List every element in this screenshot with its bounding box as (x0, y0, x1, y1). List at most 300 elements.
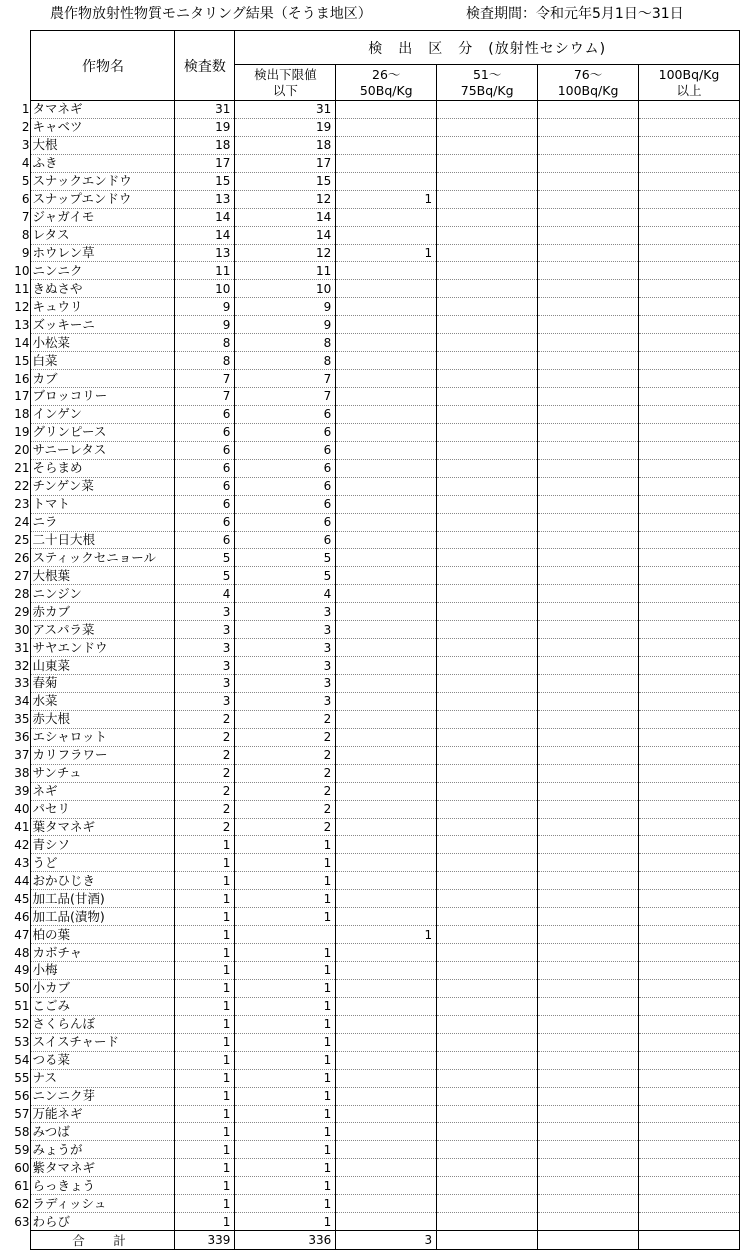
range-26-50-count (336, 208, 437, 226)
total-below-limit: 336 (235, 1231, 336, 1250)
range-over-100-count (639, 208, 740, 226)
crop-name: ネギ (31, 782, 175, 800)
crop-name: 小梅 (31, 962, 175, 980)
row-number: 2 (21, 120, 30, 135)
test-count: 8 (175, 352, 235, 370)
test-count: 18 (175, 136, 235, 154)
crop-name: みつば (31, 1123, 175, 1141)
below-limit-count: 7 (235, 388, 336, 406)
range-76-100-count (538, 746, 639, 764)
below-limit-count: 10 (235, 280, 336, 298)
header-range-51-75: 51～ 75Bq/Kg (437, 65, 538, 101)
table-row (0, 118, 740, 136)
row-number: 31 (14, 640, 30, 655)
row-number: 19 (14, 425, 30, 440)
crop-name: 小松菜 (31, 334, 175, 352)
table-row (0, 388, 740, 406)
below-limit-count: 3 (235, 621, 336, 639)
range-over-100-count (639, 405, 740, 423)
range-over-100-count (639, 280, 740, 298)
range-51-75-count (437, 764, 538, 782)
range-51-75-count (437, 244, 538, 262)
range-51-75-count (437, 639, 538, 657)
crop-name: らっきょう (31, 1177, 175, 1195)
crop-name: スティックセニョール (31, 549, 175, 567)
crop-name: カブ (31, 370, 175, 388)
crop-name: さくらんぼ (31, 1015, 175, 1033)
test-count: 2 (175, 764, 235, 782)
table-row (0, 405, 740, 423)
row-number: 35 (14, 712, 30, 727)
range-over-100-count (639, 800, 740, 818)
range-51-75-count (437, 388, 538, 406)
range-51-75-count (437, 997, 538, 1015)
crop-name: アスパラ菜 (31, 621, 175, 639)
range-76-100-count (538, 1195, 639, 1213)
range-over-100-count (639, 262, 740, 280)
range-51-75-count (437, 1213, 538, 1231)
crop-name: ニラ (31, 513, 175, 531)
range-over-100-count (639, 1141, 740, 1159)
range-76-100-count (538, 1141, 639, 1159)
row-number: 55 (14, 1071, 30, 1086)
range-76-100-count (538, 280, 639, 298)
below-limit-count: 3 (235, 639, 336, 657)
row-number: 30 (14, 622, 30, 637)
range-26-50-count (336, 262, 437, 280)
range-51-75-count (437, 477, 538, 495)
range-26-50-count (336, 657, 437, 675)
below-limit-count: 1 (235, 1033, 336, 1051)
range-51-75-count (437, 1087, 538, 1105)
range-over-100-count (639, 872, 740, 890)
total-count: 339 (175, 1231, 235, 1250)
range-51-75-count (437, 154, 538, 172)
range-76-100-count (538, 531, 639, 549)
range-over-100-count (639, 190, 740, 208)
row-number: 14 (14, 335, 30, 350)
table-row (0, 298, 740, 316)
total-range-over-100 (639, 1231, 740, 1250)
range-51-75-count (437, 441, 538, 459)
test-count: 1 (175, 1159, 235, 1177)
range-76-100-count (538, 190, 639, 208)
row-number: 52 (14, 1017, 30, 1032)
test-count: 2 (175, 728, 235, 746)
crop-name: 赤カブ (31, 603, 175, 621)
range-over-100-count (639, 1213, 740, 1231)
range-over-100-count (639, 603, 740, 621)
row-number: 13 (14, 317, 30, 332)
range-over-100-count (639, 836, 740, 854)
row-number: 49 (14, 963, 30, 978)
range-26-50-count (336, 101, 437, 119)
range-76-100-count (538, 172, 639, 190)
test-count: 5 (175, 549, 235, 567)
crop-name: ズッキーニ (31, 316, 175, 334)
row-number: 5 (21, 174, 30, 189)
table-row (0, 154, 740, 172)
below-limit-count: 3 (235, 657, 336, 675)
range-76-100-count (538, 710, 639, 728)
test-count: 3 (175, 675, 235, 693)
crop-name: 大根葉 (31, 567, 175, 585)
range-26-50-count (336, 764, 437, 782)
range-51-75-count (437, 549, 538, 567)
test-count: 1 (175, 997, 235, 1015)
range-51-75-count (437, 1015, 538, 1033)
range-51-75-count (437, 944, 538, 962)
range-over-100-count (639, 979, 740, 997)
row-number: 33 (14, 676, 30, 691)
row-number: 43 (14, 855, 30, 870)
below-limit-count: 1 (235, 890, 336, 908)
range-26-50-count (336, 298, 437, 316)
range-51-75-count (437, 926, 538, 944)
range-over-100-count (639, 567, 740, 585)
range-51-75-count (437, 621, 538, 639)
table-row (0, 657, 740, 675)
range-over-100-count (639, 298, 740, 316)
header-range-76-100: 76～ 100Bq/Kg (538, 65, 639, 101)
below-limit-count: 18 (235, 136, 336, 154)
table-row (0, 1105, 740, 1123)
range-51-75-count (437, 495, 538, 513)
table-row (0, 226, 740, 244)
table-row (0, 782, 740, 800)
range-26-50-count (336, 172, 437, 190)
test-count: 1 (175, 1069, 235, 1087)
range-51-75-count (437, 531, 538, 549)
range-26-50-count (336, 1015, 437, 1033)
table-row (0, 262, 740, 280)
below-limit-count: 14 (235, 226, 336, 244)
below-limit-count: 1 (235, 1213, 336, 1231)
crop-name: 加工品(漬物) (31, 908, 175, 926)
row-number: 3 (21, 138, 30, 153)
range-76-100-count (538, 854, 639, 872)
range-51-75-count (437, 280, 538, 298)
below-limit-count: 1 (235, 1123, 336, 1141)
below-limit-count: 3 (235, 692, 336, 710)
crop-name: 白菜 (31, 352, 175, 370)
crop-name: キュウリ (31, 298, 175, 316)
below-limit-count: 1 (235, 1069, 336, 1087)
crop-name: スナックエンドウ (31, 172, 175, 190)
range-51-75-count (437, 1159, 538, 1177)
table-row (0, 979, 740, 997)
range-26-50-count (336, 441, 437, 459)
range-51-75-count (437, 513, 538, 531)
range-76-100-count (538, 926, 639, 944)
range-51-75-count (437, 352, 538, 370)
crop-name: うど (31, 854, 175, 872)
range-26-50-count (336, 477, 437, 495)
test-count: 6 (175, 531, 235, 549)
row-number: 44 (14, 873, 30, 888)
range-76-100-count (538, 1051, 639, 1069)
below-limit-count: 5 (235, 549, 336, 567)
below-limit-count: 3 (235, 603, 336, 621)
table-row (0, 764, 740, 782)
range-76-100-count (538, 979, 639, 997)
test-count: 3 (175, 692, 235, 710)
range-51-75-count (437, 208, 538, 226)
table-row (0, 172, 740, 190)
row-number: 57 (14, 1106, 30, 1121)
range-51-75-count (437, 836, 538, 854)
crop-name: トマト (31, 495, 175, 513)
range-26-50-count (336, 621, 437, 639)
range-51-75-count (437, 136, 538, 154)
test-count: 1 (175, 872, 235, 890)
test-count: 6 (175, 513, 235, 531)
crop-name: インゲン (31, 405, 175, 423)
test-count: 1 (175, 1141, 235, 1159)
test-count: 1 (175, 1105, 235, 1123)
crop-name: 赤大根 (31, 710, 175, 728)
range-over-100-count (639, 710, 740, 728)
range-76-100-count (538, 1177, 639, 1195)
crop-name: ニンニク芽 (31, 1087, 175, 1105)
table-row (0, 944, 740, 962)
header-detection-category: 検 出 区 分 (放射性セシウム) (235, 31, 740, 65)
range-26-50-count (336, 154, 437, 172)
row-number: 62 (14, 1196, 30, 1211)
test-count: 6 (175, 459, 235, 477)
range-over-100-count (639, 423, 740, 441)
row-number: 22 (14, 479, 30, 494)
range-51-75-count (437, 316, 538, 334)
range-over-100-count (639, 890, 740, 908)
range-over-100-count (639, 764, 740, 782)
below-limit-count: 1 (235, 997, 336, 1015)
range-51-75-count (437, 710, 538, 728)
range-over-100-count (639, 1159, 740, 1177)
row-number: 41 (14, 819, 30, 834)
below-limit-count: 1 (235, 944, 336, 962)
range-26-50-count (336, 872, 437, 890)
range-26-50-count (336, 890, 437, 908)
row-number: 9 (21, 245, 30, 260)
row-number: 25 (14, 532, 30, 547)
range-26-50-count (336, 782, 437, 800)
test-count: 1 (175, 944, 235, 962)
crop-name: ブロッコリー (31, 388, 175, 406)
test-count: 6 (175, 495, 235, 513)
range-26-50-count (336, 800, 437, 818)
range-76-100-count (538, 1033, 639, 1051)
table-row (0, 567, 740, 585)
range-over-100-count (639, 1051, 740, 1069)
table-row (0, 244, 740, 262)
range-51-75-count (437, 1033, 538, 1051)
range-over-100-count (639, 513, 740, 531)
range-26-50-count (336, 495, 437, 513)
range-76-100-count (538, 370, 639, 388)
range-76-100-count (538, 118, 639, 136)
range-26-50-count (336, 818, 437, 836)
range-26-50-count (336, 1033, 437, 1051)
range-over-100-count (639, 370, 740, 388)
range-over-100-count (639, 1087, 740, 1105)
below-limit-count: 1 (235, 1051, 336, 1069)
range-26-50-count (336, 585, 437, 603)
row-number: 28 (14, 586, 30, 601)
table-row (0, 1159, 740, 1177)
range-26-50-count (336, 1087, 437, 1105)
range-76-100-count (538, 657, 639, 675)
range-76-100-count (538, 477, 639, 495)
test-count: 1 (175, 926, 235, 944)
row-number: 60 (14, 1160, 30, 1175)
crop-name: カボチャ (31, 944, 175, 962)
test-count: 19 (175, 118, 235, 136)
test-count: 1 (175, 1123, 235, 1141)
test-count: 13 (175, 190, 235, 208)
below-limit-count: 1 (235, 1087, 336, 1105)
range-76-100-count (538, 298, 639, 316)
row-number: 26 (14, 550, 30, 565)
row-number: 53 (14, 1035, 30, 1050)
range-26-50-count (336, 405, 437, 423)
crop-name: そらまめ (31, 459, 175, 477)
below-limit-count: 12 (235, 244, 336, 262)
row-number: 17 (14, 389, 30, 404)
table-row (0, 854, 740, 872)
test-count: 9 (175, 316, 235, 334)
table-row (0, 101, 740, 119)
results-table (0, 30, 740, 1250)
row-number: 27 (14, 568, 30, 583)
total-range-76-100 (538, 1231, 639, 1250)
below-limit-count: 8 (235, 352, 336, 370)
range-26-50-count (336, 118, 437, 136)
below-limit-count: 2 (235, 728, 336, 746)
range-76-100-count (538, 352, 639, 370)
table-row (0, 818, 740, 836)
row-number: 63 (14, 1214, 30, 1229)
below-limit-count: 5 (235, 567, 336, 585)
test-count: 1 (175, 1213, 235, 1231)
range-76-100-count (538, 136, 639, 154)
crop-name: こごみ (31, 997, 175, 1015)
range-51-75-count (437, 1177, 538, 1195)
range-76-100-count (538, 316, 639, 334)
table-row (0, 675, 740, 693)
crop-name: おかひじき (31, 872, 175, 890)
range-over-100-count (639, 388, 740, 406)
table-row (0, 1213, 740, 1231)
range-51-75-count (437, 101, 538, 119)
table-row (0, 280, 740, 298)
row-number: 32 (14, 658, 30, 673)
row-number: 56 (14, 1089, 30, 1104)
below-limit-count: 6 (235, 531, 336, 549)
below-limit-count: 7 (235, 370, 336, 388)
row-number: 15 (14, 353, 30, 368)
range-over-100-count (639, 154, 740, 172)
test-count: 7 (175, 370, 235, 388)
range-76-100-count (538, 944, 639, 962)
test-count: 6 (175, 405, 235, 423)
crop-name: サヤエンドウ (31, 639, 175, 657)
total-label: 合 計 (31, 1231, 175, 1250)
range-51-75-count (437, 782, 538, 800)
range-over-100-count (639, 226, 740, 244)
test-count: 1 (175, 1051, 235, 1069)
test-count: 11 (175, 262, 235, 280)
table-row (0, 316, 740, 334)
range-76-100-count (538, 423, 639, 441)
below-limit-count: 1 (235, 1177, 336, 1195)
header-range-over-100: 100Bq/Kg 以上 (639, 65, 740, 101)
range-76-100-count (538, 908, 639, 926)
test-count: 17 (175, 154, 235, 172)
range-26-50-count (336, 1159, 437, 1177)
row-number: 54 (14, 1053, 30, 1068)
table-row (0, 872, 740, 890)
table-row (0, 621, 740, 639)
range-over-100-count (639, 997, 740, 1015)
range-over-100-count (639, 782, 740, 800)
range-over-100-count (639, 441, 740, 459)
row-number: 11 (14, 281, 30, 296)
row-number: 58 (14, 1124, 30, 1139)
range-76-100-count (538, 549, 639, 567)
table-row (0, 549, 740, 567)
crop-name: 加工品(甘酒) (31, 890, 175, 908)
range-51-75-count (437, 1141, 538, 1159)
below-limit-count: 2 (235, 782, 336, 800)
crop-name: ニンニク (31, 262, 175, 280)
range-over-100-count (639, 352, 740, 370)
test-count: 1 (175, 962, 235, 980)
crop-name: 春菊 (31, 675, 175, 693)
crop-name: タマネギ (31, 101, 175, 119)
test-count: 6 (175, 477, 235, 495)
range-26-50-count (336, 567, 437, 585)
crop-name: ニンジン (31, 585, 175, 603)
crop-name: 山東菜 (31, 657, 175, 675)
header-test-count: 検査数 (175, 31, 235, 101)
table-row (0, 136, 740, 154)
below-limit-count: 1 (235, 836, 336, 854)
row-number: 46 (14, 909, 30, 924)
range-76-100-count (538, 800, 639, 818)
crop-name: 葉タマネギ (31, 818, 175, 836)
below-limit-count: 9 (235, 298, 336, 316)
test-count: 13 (175, 244, 235, 262)
range-over-100-count (639, 1015, 740, 1033)
table-row (0, 692, 740, 710)
table-row (0, 962, 740, 980)
table-row (0, 1051, 740, 1069)
crop-name: カリフラワー (31, 746, 175, 764)
test-count: 6 (175, 423, 235, 441)
crop-name: キャベツ (31, 118, 175, 136)
below-limit-count: 3 (235, 675, 336, 693)
range-51-75-count (437, 908, 538, 926)
range-51-75-count (437, 979, 538, 997)
range-76-100-count (538, 208, 639, 226)
range-26-50-count (336, 962, 437, 980)
range-26-50-count (336, 746, 437, 764)
table-row (0, 495, 740, 513)
test-count: 3 (175, 657, 235, 675)
crop-name: サンチュ (31, 764, 175, 782)
below-limit-count: 4 (235, 585, 336, 603)
